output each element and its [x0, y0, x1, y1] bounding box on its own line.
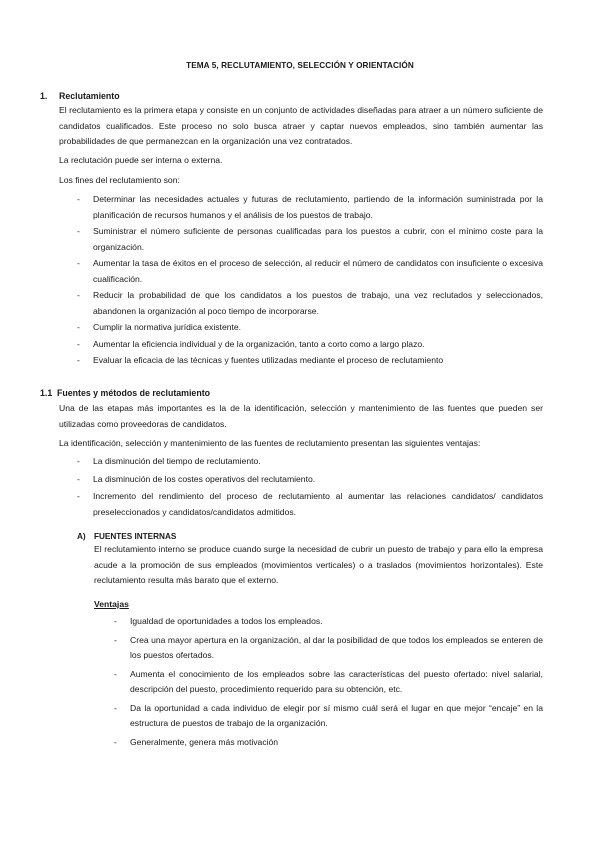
bullet-dash: -: [77, 355, 80, 365]
list-item: [114, 667, 543, 698]
list-item: [77, 353, 543, 369]
bullet-dash: -: [114, 634, 117, 645]
section-a-intro: El reclutamiento interno se produce cuando surge la necesidad de cubrir un puesto de trabajo y para ello la empresa acude a la promoción de sus empleados (movimientos verticales) o a traslados (movimientos horizontales). Este reclutamiento resulta más barato que el externo.: [94, 544, 543, 585]
list-item: [77, 192, 543, 223]
list-item-text: Reducir la probabilidad de que los candidatos a los puestos de trabajo, una vez reclutados y seleccionados, abandonen la organización al poco tiempo de incorporarse.: [93, 290, 543, 316]
section-a-title: FUENTES INTERNAS: [94, 532, 177, 541]
section-1-1-title: Fuentes y métodos de reclutamiento: [57, 388, 211, 398]
bullet-dash: -: [114, 668, 117, 679]
bullet-dash: -: [114, 736, 117, 747]
list-item: [114, 735, 543, 751]
advantages-list: [77, 454, 543, 522]
list-item: [114, 614, 543, 630]
list-item-text: Igualdad de oportunidades a todos los empleados.: [130, 616, 323, 626]
list-item: [114, 633, 543, 664]
section-1-aims-intro: Los fines del reclutamiento son:: [59, 175, 180, 185]
list-item: [77, 454, 543, 470]
list-item: [77, 337, 543, 353]
ventajas-label: [94, 597, 543, 613]
page-title: TEMA 5, RECLUTAMIENTO, SELECCIÓN Y ORIENTACIÓN: [186, 61, 414, 70]
bullet-dash: -: [77, 290, 80, 300]
list-item-text: La disminución del tiempo de reclutamiento.: [93, 456, 261, 466]
list-item-text: Aumentar la tasa de éxitos en el proceso de selección, al reducir el número de candidatos con insuficiente o excesiva cualificación.: [93, 258, 543, 284]
bullet-dash: -: [114, 616, 117, 626]
section-1-1-advantages-intro: La identificación, selección y mantenimiento de las fuentes de reclutamiento presentan las siguientes ventajas:: [59, 438, 481, 448]
list-item: [77, 320, 543, 336]
list-item-text: Incremento del rendimiento del proceso de reclutamiento al aumentar las relaciones candidatos/ candidatos preseleccionados y candidatos/candidatos admitidos.: [93, 491, 543, 517]
list-item-text: La disminución de los costes operativos del reclutamiento.: [93, 473, 316, 484]
list-item: [77, 489, 543, 520]
list-item: [77, 256, 543, 287]
bullet-dash: -: [114, 702, 117, 713]
section-1-1-intro: Una de las etapas más importantes es la de la identificación, selección y mantenimiento de las fuentes que pueden ser utilizadas como proveedoras de candidatos.: [59, 403, 543, 429]
list-item-text: Aumenta el conocimiento de los empleados sobre las características del puesto ofertado: nivel salarial, descripción del puesto, procedimiento requerido para su obtención, etc.: [130, 668, 543, 694]
section-a-letter: A): [77, 532, 86, 541]
list-item-text: Evaluar la eficacia de las técnicas y fuentes utilizadas mediante el proceso de reclutamiento: [93, 355, 444, 365]
section-1-types: La reclutación puede ser interna o externa.: [59, 155, 223, 165]
list-item: [77, 288, 543, 319]
bullet-dash: -: [77, 258, 80, 268]
list-item-text: Suministrar el número suficiente de personas cualificadas para los puestos a cubrir, con el mínimo coste para la organización.: [93, 226, 543, 252]
list-item-text: Crea una mayor apertura en la organización, al dar la posibilidad de que todos los empleados se enteren de los puestos ofertados.: [130, 634, 543, 660]
bullet-dash: -: [77, 491, 80, 501]
section-1-number: 1.: [40, 91, 48, 101]
list-item: [77, 472, 543, 488]
section-1-1-heading: [40, 386, 210, 402]
bullet-dash: -: [77, 338, 80, 349]
list-item-text: Cumplir la normativa jurídica existente.: [93, 322, 242, 332]
section-1-1-number: 1.1: [40, 388, 53, 398]
bullet-dash: -: [77, 473, 80, 484]
aims-list: [77, 192, 543, 370]
ventajas-heading: Ventajas: [94, 599, 129, 609]
list-item-text: Determinar las necesidades actuales y futuras de reclutamiento, partiendo de la información suministrada por la planificación de recursos humanos y el análisis de los puestos de trabajo.: [93, 194, 543, 220]
list-item: [77, 224, 543, 255]
section-1-intro: El reclutamiento es la primera etapa y consiste en un conjunto de actividades diseñadas para atraer a un número suficiente de candidatos cualificados. Este proceso no solo busca atraer y captar nuevos empleados, sino también aumentar las probabilidades de que permanezcan en la organización una vez contratados.: [59, 105, 543, 146]
section-1-title: Reclutamiento: [59, 91, 120, 101]
bullet-dash: -: [77, 322, 80, 332]
list-item-text: Aumentar la eficiencia individual y de la organización, tanto a corto como a largo plazo.: [93, 338, 425, 349]
bullet-dash: -: [77, 226, 80, 236]
ventajas-list: [114, 614, 543, 753]
bullet-dash: -: [77, 456, 80, 466]
list-item-text: Da la oportunidad a cada individuo de elegir por sí mismo cuál será el lugar en que mejor “encaje” en la estructura de puestos de trabajo de la organización.: [130, 702, 543, 728]
list-item-text: Generalmente, genera más motivación: [130, 736, 279, 747]
bullet-dash: -: [77, 194, 80, 204]
list-item: [114, 701, 543, 732]
